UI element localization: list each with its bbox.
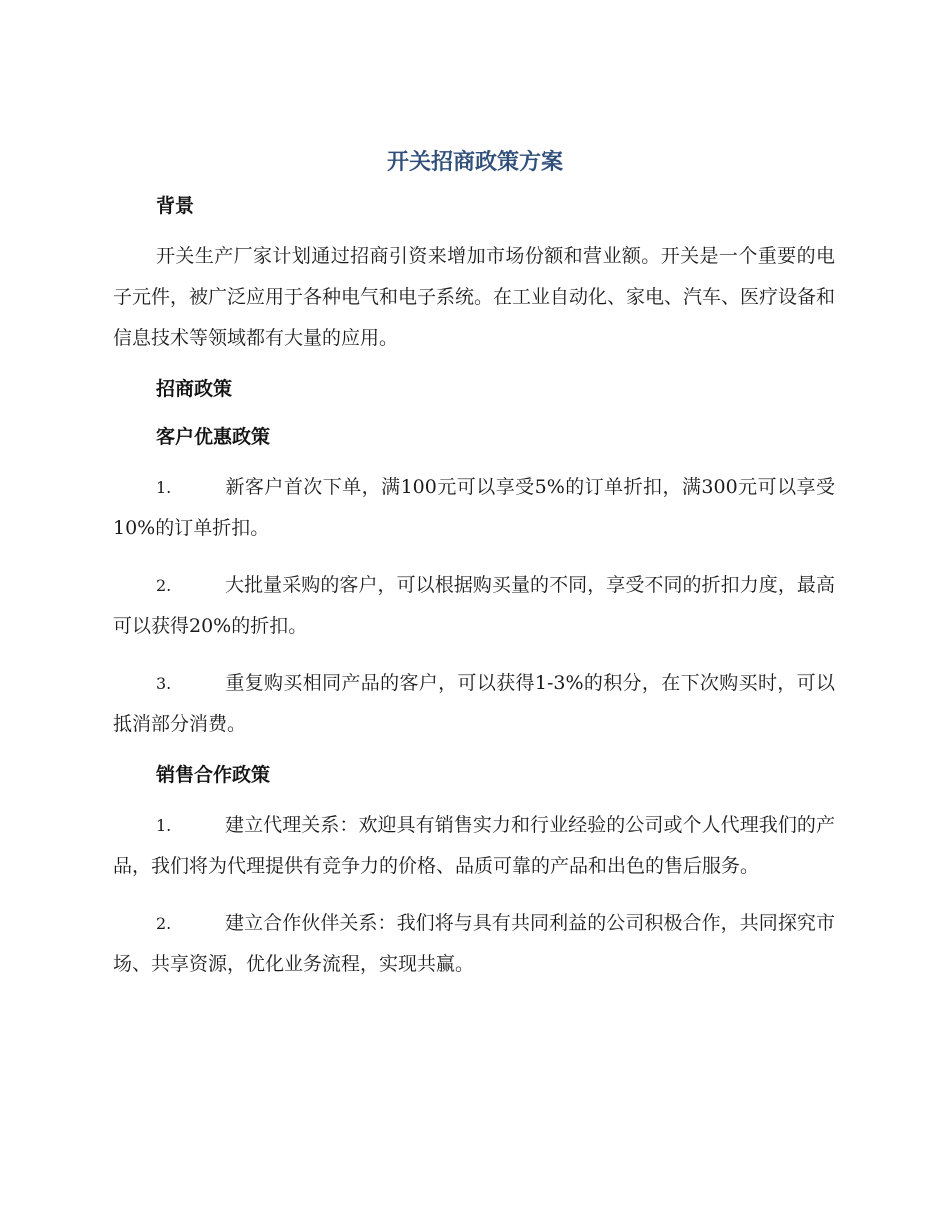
list-item-text: 大批量采购的客户，可以根据购买量的不同，享受不同的折扣力度，最高可以获得20%的折扣。 [113,574,835,637]
list-item [113,663,835,745]
section-heading-sales-cooperation: 销售合作政策 [156,764,271,786]
list-item-number: 3. [156,674,172,693]
list-item [113,467,835,549]
document-body [113,188,835,985]
list-item-text: 建立代理关系：欢迎具有销售实力和行业经验的公司或个人代理我们的产品，我们将为代理提供有竞争力的价格、品质可靠的产品和出色的售后服务。 [113,814,835,877]
list-item-text: 建立合作伙伴关系：我们将与具有共同利益的公司积极合作，共同探究市场、共享资源，优化业务流程，实现共赢。 [113,912,835,975]
section-heading-background: 背景 [156,195,195,217]
list-item-text: 重复购买相同产品的客户，可以获得1-3%的积分，在下次购买时，可以抵消部分消费。 [113,672,835,735]
background-paragraph: 开关生产厂家计划通过招商引资来增加市场份额和营业额。开关是一个重要的电子元件，被广泛应用于各种电气和电子系统。在工业自动化、家电、汽车、医疗设备和信息技术等领域都有大量的应用。 [113,245,836,349]
list-item-number: 2. [156,576,172,595]
list-item [113,805,835,887]
list-item-number: 1. [156,478,172,497]
section-heading-policy: 招商政策 [156,378,233,400]
list-item [113,565,835,647]
section-heading-customer-discount: 客户优惠政策 [156,426,271,448]
list-item-number: 1. [156,816,172,835]
document-title: 开关招商政策方案 [386,150,563,175]
list-item [113,903,835,985]
list-item-text: 新客户首次下单，满100元可以享受5%的订单折扣，满300元可以享受10%的订单折扣。 [113,476,835,539]
list-item-number: 2. [156,914,172,933]
